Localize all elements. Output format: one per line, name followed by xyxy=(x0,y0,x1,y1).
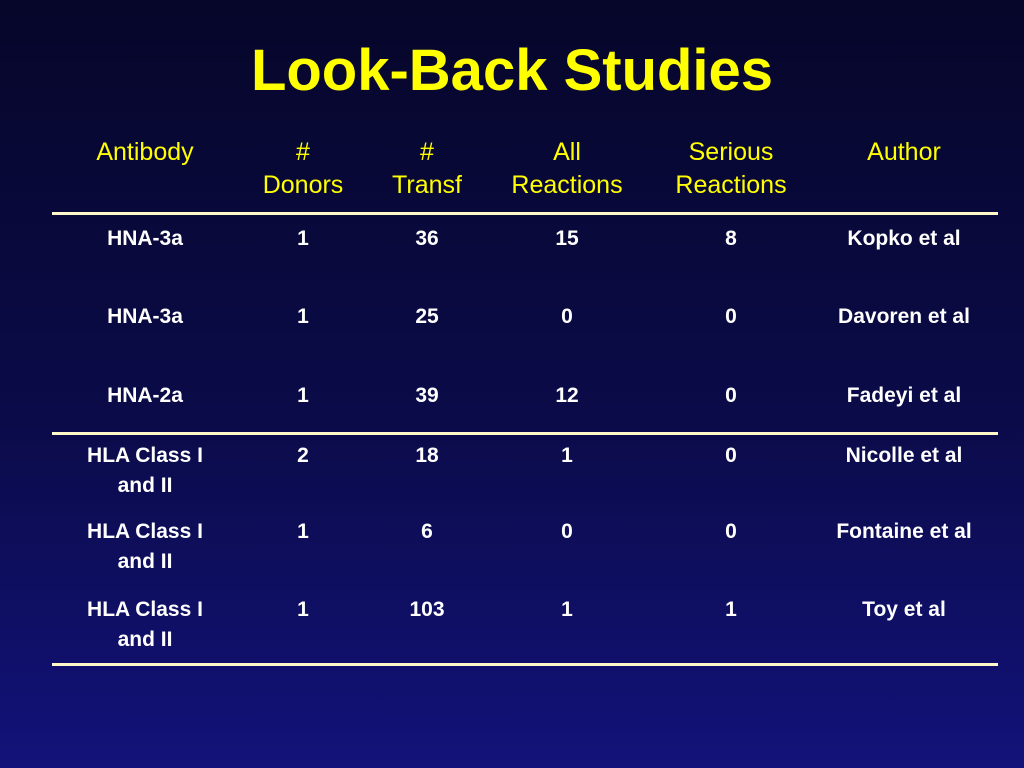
header-serious-reactions-line-2: Reactions xyxy=(675,171,787,199)
header-all-reactions-line-2: Reactions xyxy=(511,171,623,199)
table-header-row xyxy=(52,136,998,206)
cell-antibody-line-2: and II xyxy=(117,474,173,497)
cell-transf: 103 xyxy=(409,598,445,621)
cell-transf: 6 xyxy=(421,520,433,543)
cell-antibody xyxy=(60,224,230,254)
cell-all-reactions: 15 xyxy=(555,227,579,250)
cell-antibody xyxy=(60,595,230,655)
cell-antibody xyxy=(60,441,230,501)
header-donors-line-1: # xyxy=(296,138,310,166)
cell-serious-reactions: 0 xyxy=(725,384,737,407)
cell-author: Davoren et al xyxy=(838,305,970,328)
cell-all-reactions: 0 xyxy=(561,305,573,328)
cell-all-reactions: 0 xyxy=(561,520,573,543)
cell-antibody-line: HNA-2a xyxy=(107,384,183,407)
cell-antibody-line: HNA-3a xyxy=(107,305,183,328)
cell-transf: 36 xyxy=(415,227,439,250)
header-all-reactions-line-1: All xyxy=(553,138,581,166)
header-author xyxy=(814,136,994,169)
header-donors xyxy=(242,136,364,202)
header-transf-line-1: # xyxy=(420,138,434,166)
header-author-line: Author xyxy=(867,138,941,166)
table-bottom-rule xyxy=(52,663,998,666)
cell-serious-reactions: 8 xyxy=(725,227,737,250)
cell-antibody-line-2: and II xyxy=(117,628,173,651)
cell-donors: 2 xyxy=(297,444,309,467)
cell-antibody xyxy=(60,517,230,577)
cell-author: Kopko et al xyxy=(847,227,961,250)
cell-all-reactions: 1 xyxy=(561,444,573,467)
header-divider xyxy=(52,212,998,215)
cell-antibody-line-1: HLA Class I xyxy=(87,598,203,621)
cell-donors: 1 xyxy=(297,598,309,621)
header-transf-line-2: Transf xyxy=(392,171,462,199)
slide-title: Look-Back Studies xyxy=(250,38,774,103)
header-serious-reactions xyxy=(652,136,810,202)
cell-author: Toy et al xyxy=(862,598,946,621)
cell-author: Fontaine et al xyxy=(836,520,972,543)
cell-antibody-line-2: and II xyxy=(117,550,173,573)
group-divider xyxy=(52,432,998,435)
cell-transf: 39 xyxy=(415,384,439,407)
header-serious-reactions-line-1: Serious xyxy=(688,138,774,166)
header-all-reactions xyxy=(492,136,642,202)
cell-serious-reactions: 1 xyxy=(725,598,737,621)
cell-donors: 1 xyxy=(297,520,309,543)
cell-transf: 18 xyxy=(415,444,439,467)
header-antibody xyxy=(60,136,230,169)
cell-author: Nicolle et al xyxy=(845,444,963,467)
header-transf xyxy=(367,136,487,202)
cell-antibody xyxy=(60,302,230,332)
cell-donors: 1 xyxy=(297,384,309,407)
header-antibody-line: Antibody xyxy=(96,138,194,166)
cell-antibody xyxy=(60,381,230,411)
cell-antibody-line-1: HLA Class I xyxy=(87,520,203,543)
cell-all-reactions: 12 xyxy=(555,384,579,407)
cell-donors: 1 xyxy=(297,305,309,328)
cell-author: Fadeyi et al xyxy=(846,384,962,407)
cell-antibody-line: HNA-3a xyxy=(107,227,183,250)
cell-serious-reactions: 0 xyxy=(725,520,737,543)
cell-serious-reactions: 0 xyxy=(725,444,737,467)
cell-antibody-line-1: HLA Class I xyxy=(87,444,203,467)
header-donors-line-2: Donors xyxy=(262,171,344,199)
cell-serious-reactions: 0 xyxy=(725,305,737,328)
cell-transf: 25 xyxy=(415,305,439,328)
cell-all-reactions: 1 xyxy=(561,598,573,621)
cell-donors: 1 xyxy=(297,227,309,250)
